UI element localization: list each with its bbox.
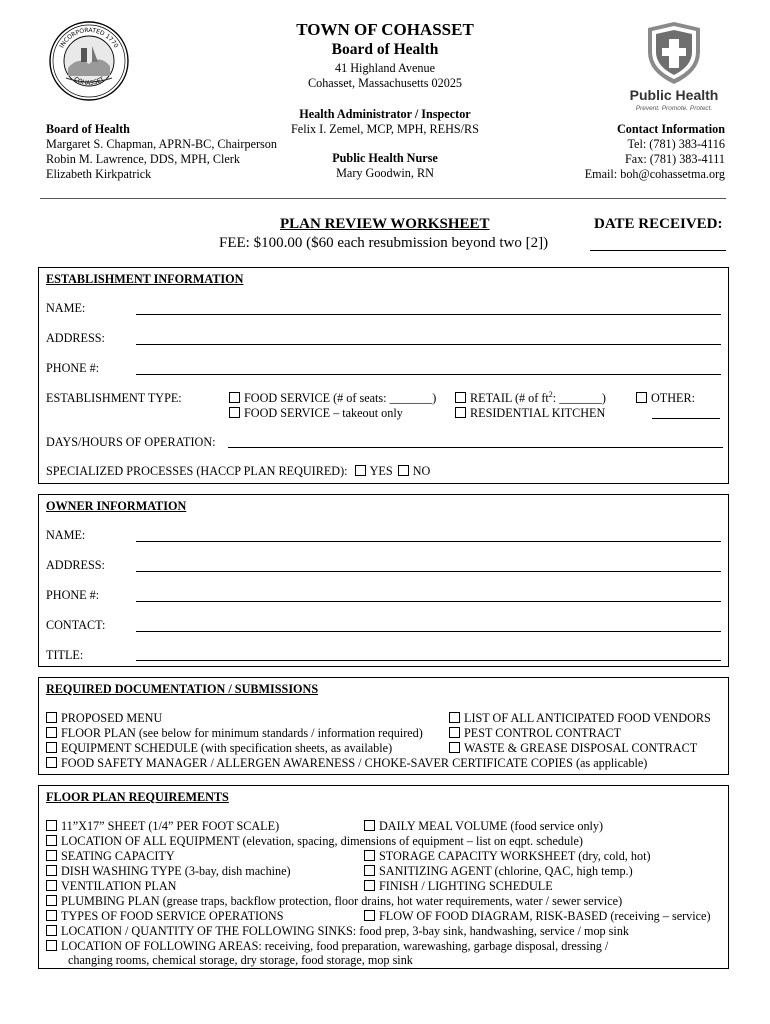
fp-finish-lighting[interactable]: FINISH / LIGHTING SCHEDULE bbox=[364, 879, 553, 894]
contact-tel: Tel: (781) 383-4116 bbox=[627, 137, 725, 151]
fp-checkbox[interactable] bbox=[364, 820, 375, 831]
doc-floor-plan[interactable]: FLOOR PLAN (see below for minimum standards / information required) bbox=[46, 726, 423, 741]
doc-food-vendors[interactable]: LIST OF ALL ANTICIPATED FOOD VENDORS bbox=[449, 711, 711, 726]
food-service-takeout-checkbox[interactable] bbox=[229, 407, 240, 418]
date-received-field[interactable] bbox=[590, 250, 726, 251]
fp-checkbox[interactable] bbox=[46, 910, 57, 921]
owner-title-label: TITLE: bbox=[46, 648, 84, 662]
owner-name-label: NAME: bbox=[46, 528, 86, 542]
fp-checkbox[interactable] bbox=[364, 850, 375, 861]
fp-checkbox[interactable] bbox=[364, 880, 375, 891]
fp-checkbox[interactable] bbox=[46, 880, 57, 891]
logo-text: Public Health bbox=[629, 87, 719, 103]
doc-checkbox[interactable] bbox=[449, 742, 460, 753]
doc-certificates[interactable]: FOOD SAFETY MANAGER / ALLERGEN AWARENESS / CHOKE-SAVER CERTIFICATE COPIES (as applicable) bbox=[46, 756, 647, 771]
fp-areas[interactable]: LOCATION OF FOLLOWING AREAS: receiving, food preparation, warewashing, garbage disposal, dressing / bbox=[46, 939, 608, 954]
establishment-phone-label: PHONE #: bbox=[46, 361, 100, 375]
admin-title: Health Administrator / Inspector bbox=[299, 107, 471, 121]
establishment-section bbox=[38, 267, 729, 484]
type-other[interactable]: OTHER: bbox=[636, 391, 695, 406]
residential-kitchen-checkbox[interactable] bbox=[455, 407, 466, 418]
food-service-seats-checkbox[interactable] bbox=[229, 392, 240, 403]
nurse-title: Public Health Nurse bbox=[332, 151, 438, 165]
establishment-phone-field[interactable] bbox=[136, 374, 721, 375]
contact-title: Contact Information bbox=[617, 122, 725, 136]
fp-checkbox[interactable] bbox=[46, 835, 57, 846]
doc-equipment-schedule[interactable]: EQUIPMENT SCHEDULE (with specification sheets, as available) bbox=[46, 741, 392, 756]
fp-checkbox[interactable] bbox=[46, 895, 57, 906]
establishment-name-field[interactable] bbox=[136, 314, 721, 315]
days-hours-label: DAYS/HOURS OF OPERATION: bbox=[46, 435, 216, 449]
owner-name-field[interactable] bbox=[136, 541, 721, 542]
doc-pest-control[interactable]: PEST CONTROL CONTRACT bbox=[449, 726, 621, 741]
doc-checkbox[interactable] bbox=[449, 727, 460, 738]
public-health-logo bbox=[622, 22, 726, 114]
establishment-heading: ESTABLISHMENT INFORMATION bbox=[46, 272, 244, 286]
date-received-label: DATE RECEIVED: bbox=[594, 216, 723, 232]
doc-proposed-menu[interactable]: PROPOSED MENU bbox=[46, 711, 162, 726]
owner-address-field[interactable] bbox=[136, 571, 721, 572]
other-checkbox[interactable] bbox=[636, 392, 647, 403]
establishment-address-field[interactable] bbox=[136, 344, 721, 345]
days-hours-field[interactable] bbox=[228, 447, 723, 448]
fp-sinks[interactable]: LOCATION / QUANTITY OF THE FOLLOWING SINKS: food prep, 3-bay sink, handwashing, service / mop sink bbox=[46, 924, 629, 939]
fp-flow-of-food[interactable]: FLOW OF FOOD DIAGRAM, RISK-BASED (receiving – service) bbox=[364, 909, 711, 924]
doc-checkbox[interactable] bbox=[46, 757, 57, 768]
doc-checkbox[interactable] bbox=[449, 712, 460, 723]
fp-checkbox[interactable] bbox=[364, 865, 375, 876]
fp-meal-volume[interactable]: DAILY MEAL VOLUME (food service only) bbox=[364, 819, 603, 834]
fp-sanitizing-agent[interactable]: SANITIZING AGENT (chlorine, QAC, high temp.) bbox=[364, 864, 633, 879]
board-member-2: Robin M. Lawrence, DDS, MPH, Clerk bbox=[46, 152, 240, 166]
town-title: TOWN OF COHASSET bbox=[296, 20, 474, 39]
haccp-no-checkbox[interactable] bbox=[398, 465, 409, 476]
fp-checkbox[interactable] bbox=[46, 925, 57, 936]
fp-checkbox[interactable] bbox=[46, 820, 57, 831]
fp-areas-continuation: changing rooms, chemical storage, dry storage, food storage, mop sink bbox=[68, 953, 413, 967]
doc-checkbox[interactable] bbox=[46, 742, 57, 753]
fp-checkbox[interactable] bbox=[364, 910, 375, 921]
fp-checkbox[interactable] bbox=[46, 850, 57, 861]
owner-phone-field[interactable] bbox=[136, 601, 721, 602]
header-divider bbox=[40, 198, 726, 199]
documentation-heading: REQUIRED DOCUMENTATION / SUBMISSIONS bbox=[46, 682, 319, 696]
board-member-3: Elizabeth Kirkpatrick bbox=[46, 167, 152, 181]
establishment-name-label: NAME: bbox=[46, 301, 86, 315]
board-title: Board of Health bbox=[331, 41, 439, 58]
type-residential-kitchen[interactable]: RESIDENTIAL KITCHEN bbox=[455, 406, 605, 421]
contact-email: Email: boh@cohassetma.org bbox=[584, 167, 725, 181]
fp-equipment-location[interactable]: LOCATION OF ALL EQUIPMENT (elevation, spacing, dimensions of equipment – list on eqpt. schedule) bbox=[46, 834, 583, 849]
fp-plumbing[interactable]: PLUMBING PLAN (grease traps, backflow protection, floor drains, hot water requirements, water / sewer service) bbox=[46, 894, 622, 909]
fp-dish-washing[interactable]: DISH WASHING TYPE (3-bay, dish machine) bbox=[46, 864, 291, 879]
doc-waste-grease[interactable]: WASTE & GREASE DISPOSAL CONTRACT bbox=[449, 741, 697, 756]
owner-title-field[interactable] bbox=[136, 660, 721, 661]
nurse-name: Mary Goodwin, RN bbox=[336, 166, 434, 180]
other-type-field[interactable] bbox=[652, 418, 720, 419]
fp-storage-capacity[interactable]: STORAGE CAPACITY WORKSHEET (dry, cold, hot) bbox=[364, 849, 651, 864]
doc-checkbox[interactable] bbox=[46, 727, 57, 738]
fp-ventilation[interactable]: VENTILATION PLAN bbox=[46, 879, 176, 894]
fee-text: FEE: $100.00 ($60 each resubmission beyond two [2]) bbox=[219, 235, 549, 251]
specialized-processes: SPECIALIZED PROCESSES (HACCP PLAN REQUIRED): YES NO bbox=[46, 464, 431, 478]
owner-contact-label: CONTACT: bbox=[46, 618, 106, 632]
owner-heading: OWNER INFORMATION bbox=[46, 499, 187, 513]
address-line-2: Cohasset, Massachusetts 02025 bbox=[307, 76, 463, 90]
board-member-1: Margaret S. Chapman, APRN-BC, Chairperson bbox=[46, 137, 277, 151]
admin-name: Felix I. Zemel, MCP, MPH, REHS/RS bbox=[291, 122, 479, 136]
fp-seating-capacity[interactable]: SEATING CAPACITY bbox=[46, 849, 175, 864]
establishment-address-label: ADDRESS: bbox=[46, 331, 105, 345]
owner-contact-field[interactable] bbox=[136, 631, 721, 632]
fp-service-types[interactable]: TYPES OF FOOD SERVICE OPERATIONS bbox=[46, 909, 284, 924]
owner-section bbox=[38, 494, 729, 667]
floorplan-heading: FLOOR PLAN REQUIREMENTS bbox=[46, 790, 229, 804]
contact-fax: Fax: (781) 383-4111 bbox=[625, 152, 725, 166]
fp-checkbox[interactable] bbox=[46, 865, 57, 876]
retail-checkbox[interactable] bbox=[455, 392, 466, 403]
establishment-type-label: ESTABLISHMENT TYPE: bbox=[46, 391, 182, 405]
board-members-title: Board of Health bbox=[46, 122, 130, 136]
address-line-1: 41 Highland Avenue bbox=[335, 61, 435, 75]
seal-text-bottom: COHASSET bbox=[72, 75, 106, 87]
type-food-service-takeout[interactable]: FOOD SERVICE – takeout only bbox=[229, 406, 403, 421]
type-food-service-seats[interactable]: FOOD SERVICE (# of seats: _______) bbox=[229, 391, 436, 406]
owner-phone-label: PHONE #: bbox=[46, 588, 100, 602]
doc-checkbox[interactable] bbox=[46, 712, 57, 723]
type-retail[interactable]: RETAIL (# of $ft^2$: _______) bbox=[455, 391, 606, 406]
owner-address-label: ADDRESS: bbox=[46, 558, 105, 572]
fp-sheet-scale[interactable]: 11”X17” SHEET (1/4” PER FOOT SCALE) bbox=[46, 819, 279, 834]
fp-checkbox[interactable] bbox=[46, 940, 57, 951]
seal-text-top: INCORPORATED 1770 bbox=[58, 26, 120, 50]
town-seal-logo bbox=[48, 20, 130, 102]
logo-tagline: Prevent. Promote. Protect. bbox=[635, 105, 713, 112]
haccp-yes-checkbox[interactable] bbox=[355, 465, 366, 476]
worksheet-title: PLAN REVIEW WORKSHEET bbox=[280, 216, 490, 232]
